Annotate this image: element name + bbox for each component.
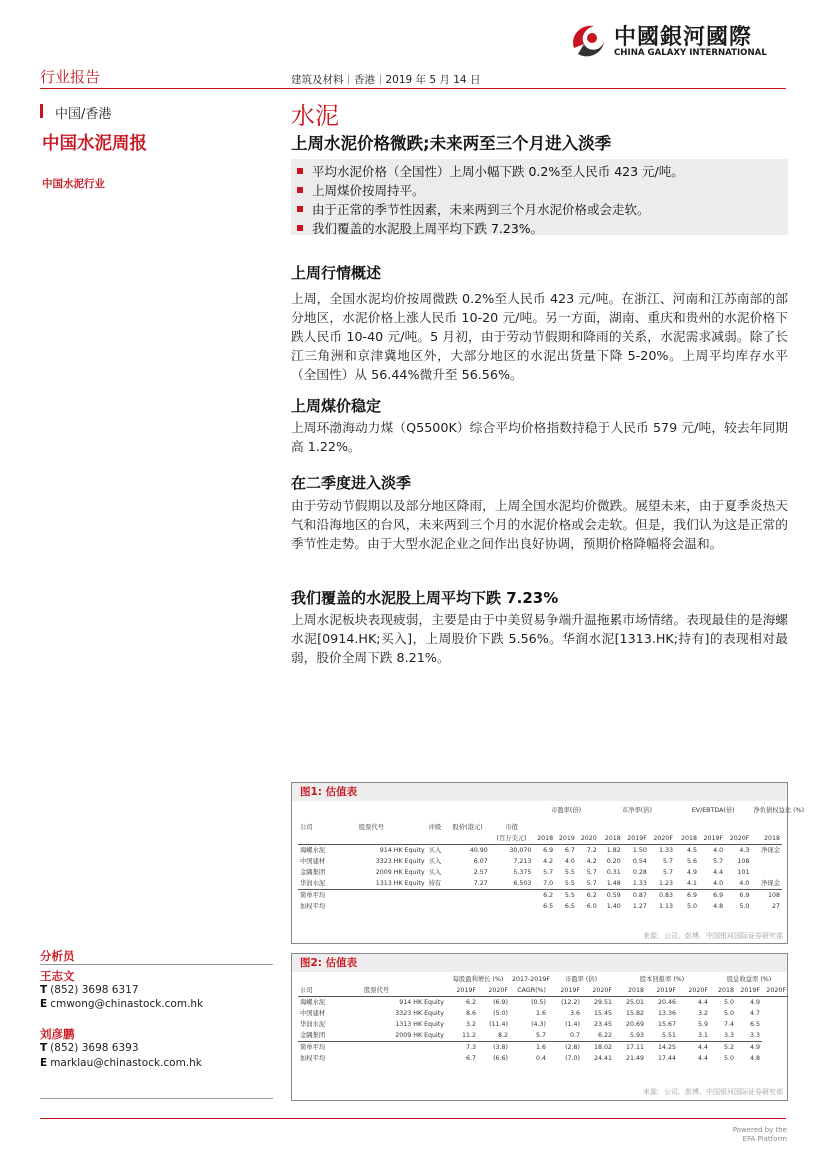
table-cell: 20.46 (657, 999, 677, 1006)
table-cell: 21.49 (625, 1055, 645, 1062)
footer-divider (40, 1118, 786, 1119)
analyst-phone: T (852) 3698 6317 (40, 984, 139, 996)
summary-bullet: 平均水泥价格（全国性）上周小幅下跌 0.2%至人民币 423 元/吨。 (296, 162, 788, 181)
table-cell: 3.2 (698, 1010, 709, 1017)
table-cell (427, 890, 451, 902)
report-type-label: 行业报告 (40, 68, 101, 86)
col-group-header: 2017-2019F (512, 976, 550, 983)
table-cell: 8.6 (465, 1010, 476, 1017)
summary-bullet: 上周煤价按周持平。 (296, 181, 788, 200)
table-cell: 6.5 (564, 903, 575, 910)
table-cell: 6.9 (543, 847, 554, 854)
table-cell: 5.5 (564, 880, 575, 887)
col-header: 2020 (577, 833, 599, 845)
table-row (298, 856, 782, 867)
table-cell: 7.2 (586, 847, 597, 854)
table-cell: 6,503 (513, 880, 532, 887)
table-cell: 24.41 (593, 1055, 613, 1062)
analyst-heading: 分析员 (40, 949, 75, 963)
table-cell: 0.4 (535, 1055, 546, 1062)
table-cell: 13.36 (657, 1010, 677, 1017)
table-cell: 4.2 (543, 858, 554, 865)
col-group-header: 市盈率 (倍) (564, 976, 598, 983)
table-cell: 3.6 (569, 1010, 580, 1017)
table-cell: 5.0 (724, 999, 735, 1006)
table-cell: 29.51 (593, 999, 613, 1006)
table-cell: 5.7 (663, 869, 674, 876)
column-header-row (298, 833, 782, 845)
table-cell: 海螺水泥 (300, 999, 326, 1006)
table-cell: 18.02 (582, 1042, 614, 1054)
section-heading: 上周煤价稳定 (291, 397, 382, 415)
table-cell: 6.9 (725, 890, 751, 902)
valuation-grid-1 (298, 805, 805, 912)
col-header: 2019F (548, 985, 582, 997)
table-cell: 27 (771, 903, 780, 910)
col-header: 股价(港元) (452, 824, 483, 831)
table-cell: 30,070 (509, 847, 532, 854)
table-cell (362, 1042, 446, 1054)
table-cell: 5.0 (687, 903, 698, 910)
table-cell: 4.7 (750, 1010, 761, 1017)
table-cell: 5.5 (564, 869, 575, 876)
table-cell: 华润水泥 (300, 1021, 326, 1028)
table-cell: 4.5 (687, 847, 698, 854)
table-cell: 买入 (428, 858, 442, 865)
table-row (298, 1008, 788, 1019)
table-cell: 0.87 (623, 890, 649, 902)
table-cell: 6.2 (533, 890, 555, 902)
table-cell: 4.9 (750, 999, 761, 1006)
table-cell: 海螺水泥 (300, 847, 326, 854)
table-cell: 0.20 (606, 858, 621, 865)
table-cell: 6.22 (597, 1032, 613, 1039)
table-cell: 7.27 (473, 880, 488, 887)
table-cell: 5.7 (586, 880, 597, 887)
table-cell: 持有 (428, 880, 442, 887)
table-row (298, 878, 782, 890)
table-cell: 5.7 (586, 869, 597, 876)
table-cell: 23.45 (593, 1021, 613, 1028)
table-cell: 1.6 (510, 1042, 548, 1054)
table-cell: 5.7 (713, 858, 724, 865)
powered-by: Powered by the EFA Platform (732, 1126, 787, 1143)
table-cell: 4.4 (713, 869, 724, 876)
table-cell: 101 (737, 869, 750, 876)
table-cell: (6.6) (493, 1055, 508, 1062)
table-cell: 1.82 (606, 847, 621, 854)
table-cell: 11.2 (461, 1032, 476, 1039)
analyst-name: 刘彦鹏 (40, 1027, 75, 1041)
table-cell: 1313 HK Equity (375, 880, 425, 887)
summary-bullet: 由于正常的季节性因素，未来两到三个月水泥价格或会走软。 (296, 200, 788, 219)
table-cell: 15.45 (593, 1010, 613, 1017)
table-cell: 1.27 (632, 903, 647, 910)
table-cell: 8.2 (497, 1032, 508, 1039)
col-header: 公司 (300, 824, 313, 831)
table-cell: 1.50 (632, 847, 647, 854)
table-cell: 0.59 (599, 890, 623, 902)
table-cell: 0.7 (569, 1032, 580, 1039)
table-cell: 6.5 (750, 1021, 761, 1028)
location: 中国/香港 (55, 107, 112, 122)
table-cell: (11.4) (489, 1021, 508, 1028)
table-row (298, 1030, 788, 1042)
col-group-header: 每股盈利增长 (%) (452, 976, 504, 983)
analyst-divider (40, 1098, 273, 1099)
table-cell: 1.48 (606, 880, 621, 887)
summary-box (291, 159, 788, 235)
col-header: 2018 (599, 833, 623, 845)
section-paragraph: 上周，全国水泥均价按周微跌 0.2%至人民币 423 元/吨。在浙江、河南和江苏南部的部分地区，水泥价格上涨人民币 10-20 元/吨。另一方面，湖南、重庆和贵州的水泥价格下跌人民币 10-40 元/吨。5 月初，由于劳动节假期和降雨的关系，水泥需求减弱。除了长江三角洲和京津冀地区外，大部分地区的水泥出货量下降 5-20%。上周平均库存水平（全国性）从 56.44%微升至 56.56%。 (291, 291, 788, 382)
table-cell: 金隅集团 (300, 1032, 326, 1039)
report-meta: 建筑及材料｜香港｜2019 年 5 月 14 日 (291, 74, 481, 86)
table-cell: 净现金 (761, 847, 780, 854)
table-cell: 17.44 (657, 1055, 677, 1062)
col-header: 2020F (725, 833, 751, 845)
table-cell: 2009 HK Equity (395, 1032, 444, 1039)
table-cell: (0.5) (531, 999, 546, 1006)
table-cell: 0.83 (649, 890, 675, 902)
valuation-table-2 (291, 953, 788, 1101)
table-cell: 7.3 (446, 1042, 478, 1054)
column-header-row (298, 985, 788, 997)
table-cell: 6.9 (675, 890, 699, 902)
table-cell: 5.6 (687, 858, 698, 865)
table-cell: 4.8 (750, 1055, 761, 1062)
col-header: 2018 (675, 833, 699, 845)
analyst-divider (40, 964, 273, 965)
col-header: 2018 (614, 985, 646, 997)
table-cell: 4.4 (698, 999, 709, 1006)
table-cell: 6.7 (465, 1055, 476, 1062)
table-cell: 5.2 (710, 1042, 736, 1054)
table-row (298, 997, 788, 1009)
table-cell: 净现金 (761, 880, 780, 887)
col-group-header: 净负债权益比 (%) (753, 807, 805, 814)
table-cell: 914 HK Equity (399, 999, 444, 1006)
table-cell: (2.8) (548, 1042, 582, 1054)
col-group-header: EV/EBTDA(倍) (691, 807, 735, 814)
col-header: 股票代号 (358, 824, 385, 831)
location-marker (40, 104, 43, 118)
table-cell: 4.4 (698, 1055, 709, 1062)
table-cell: 加权平均 (300, 903, 326, 910)
table-row (298, 845, 782, 857)
col-header: 2018 (751, 833, 782, 845)
table-cell: (12.2) (561, 999, 580, 1006)
summary-bullet: 我们覆盖的水泥股上周平均下跌 7.23%。 (296, 219, 788, 238)
table-cell: 108 (737, 858, 750, 865)
table-cell: 5.0 (739, 903, 750, 910)
col-header: 2020F (582, 985, 614, 997)
company-logo (566, 18, 788, 64)
table-cell: 4.2 (586, 858, 597, 865)
analyst-email[interactable]: E cmwong@chinastock.com.hk (40, 998, 204, 1010)
table-cell: (1.4) (565, 1021, 580, 1028)
analyst-name: 王志文 (40, 969, 75, 983)
table-cell: 15.67 (657, 1021, 677, 1028)
section-paragraph: 上周环渤海动力煤（Q5500K）综合平均价格指数持稳于人民币 579 元/吨，较去年同期高 1.22%。 (291, 420, 788, 454)
table-cell: 5.9 (698, 1021, 709, 1028)
col-header: 2020F (762, 985, 788, 997)
table-cell: 中国建材 (300, 858, 326, 865)
table-cell (362, 1053, 446, 1064)
table-cell: 4.0 (564, 858, 575, 865)
table-cell: 1.6 (535, 1010, 546, 1017)
table-cell: (4.3) (531, 1021, 546, 1028)
group-header-row (298, 805, 782, 816)
table-cell: 3323 HK Equity (375, 858, 425, 865)
table-row (298, 867, 782, 878)
table-cell: 17.11 (614, 1042, 646, 1054)
table-cell: 25.01 (625, 999, 645, 1006)
analyst-phone: T (852) 3698 6393 (40, 1042, 139, 1054)
figure-title: 图2: 估值表 (292, 954, 787, 972)
table-cell: (3.8) (478, 1042, 510, 1054)
table-cell: (6.9) (493, 999, 508, 1006)
table-cell: 914 HK Equity (379, 847, 425, 854)
col-header: 2019 (555, 833, 577, 845)
table-cell: 5.93 (629, 1032, 645, 1039)
col-header: 市值 (505, 824, 518, 831)
table-cell: 6.2 (577, 890, 599, 902)
section-heading: 上周行情概述 (291, 264, 382, 282)
header-divider (40, 88, 786, 89)
logo-english-text: CHINA GALAXY INTERNATIONAL (614, 48, 767, 58)
table-cell: 7.0 (543, 880, 554, 887)
table-row (298, 1019, 788, 1030)
table-cell: 2009 HK Equity (375, 869, 425, 876)
table-cell (451, 890, 490, 902)
table-cell: 4.9 (687, 869, 698, 876)
table-cell: 6.7 (564, 847, 575, 854)
table-cell: 1.33 (632, 880, 647, 887)
logo-chinese-text: 中國銀河國際 (614, 25, 753, 50)
table-cell (427, 901, 451, 912)
table-cell: 华润水泥 (300, 880, 326, 887)
figure-title: 图1: 估值表 (292, 783, 787, 801)
table-cell: 5.5 (555, 890, 577, 902)
table-row (298, 890, 782, 902)
table-cell: 20.69 (625, 1021, 645, 1028)
page-subtitle: 上周水泥价格微跌;未来两至三个月进入淡季 (291, 134, 612, 153)
table-cell (490, 901, 534, 912)
table-cell: 7,213 (513, 858, 532, 865)
col-header: 评级 (428, 824, 442, 831)
col-header: 2019F (736, 985, 762, 997)
table-cell: 4.1 (687, 880, 698, 887)
table-cell: 5.51 (661, 1032, 677, 1039)
table-cell: 3.2 (465, 1021, 476, 1028)
table-cell: 6.0 (586, 903, 597, 910)
table-cell: 6.07 (473, 858, 488, 865)
table-cell: 5.0 (724, 1055, 735, 1062)
table-cell: 1.33 (659, 847, 674, 854)
table-cell: 4.0 (739, 880, 750, 887)
table-source: 来源：公司、彭博、中国银河国际证券研究部 (643, 1088, 783, 1096)
table-cell: 6.5 (543, 903, 554, 910)
col-header: 股票代号 (362, 985, 446, 997)
table-cell: 中国建材 (300, 1010, 326, 1017)
table-cell: 6.2 (465, 999, 476, 1006)
group-header-row (298, 974, 788, 985)
table-row (298, 1042, 788, 1054)
col-header: 2019F (646, 985, 678, 997)
table-cell: 1.23 (659, 880, 674, 887)
table-cell: 5.7 (535, 1032, 546, 1039)
table-row (298, 1053, 788, 1064)
table-cell: 4.9 (736, 1042, 762, 1054)
table-cell: 15.82 (625, 1010, 645, 1017)
table-cell: 5,375 (513, 869, 532, 876)
table-cell: 5.0 (724, 1010, 735, 1017)
report-title: 中国水泥周报 (42, 134, 147, 154)
col-header: 2019F (446, 985, 478, 997)
table-cell: 0.31 (606, 869, 621, 876)
table-cell: 买入 (428, 869, 442, 876)
table-cell: 7.4 (724, 1021, 735, 1028)
col-header: 2018 (710, 985, 736, 997)
table-cell: 4.0 (713, 847, 724, 854)
table-cell: 简单平均 (298, 1042, 362, 1054)
table-cell: (7.0) (565, 1055, 580, 1062)
table-cell: 5.7 (663, 858, 674, 865)
table-row (298, 901, 782, 912)
table-cell: 1.13 (659, 903, 674, 910)
col-header: 2020F (649, 833, 675, 845)
table-cell: 3323 HK Equity (395, 1010, 444, 1017)
col-header: CAGR(%) (510, 985, 548, 997)
col-header: 公司 (298, 985, 362, 997)
table-cell: 0.54 (632, 858, 647, 865)
col-header: 2020F (478, 985, 510, 997)
table-cell (357, 901, 427, 912)
table-cell: 2.57 (473, 869, 488, 876)
galaxy-swirl-icon (566, 18, 610, 62)
col-group-header: 股息收益率 (%) (726, 976, 772, 983)
table-cell: 5.7 (543, 869, 554, 876)
table-cell: 买入 (428, 847, 442, 854)
table-cell: 1313 HK Equity (395, 1021, 444, 1028)
col-header: 2020F (678, 985, 710, 997)
table-cell: 4.3 (739, 847, 750, 854)
table-cell: 3.3 (724, 1032, 735, 1039)
section-paragraph: 由于劳动节假期以及部分地区降雨，上周全国水泥均价微跌。展望未来，由于夏季炎热天气和沿海地区的台风，未来两到三个月的水泥价格或会走软。但是，我们认为这是正常的季节性走势。由于大型水泥企业之间作出良好协调，预期价格降幅将会温和。 (291, 498, 788, 551)
section-heading: 在二季度进入淡季 (291, 474, 412, 492)
table-cell: 简单平均 (298, 890, 357, 902)
table-cell: 4.0 (713, 880, 724, 887)
col-group-header: 市净率(倍) (621, 807, 652, 814)
table-cell: 108 (751, 890, 782, 902)
table-cell: 1.40 (606, 903, 621, 910)
column-header-row (298, 822, 782, 833)
section-heading: 我们覆盖的水泥股上周平均下跌 7.23% (291, 589, 559, 607)
col-group-header: 股本回报率 (%) (639, 976, 685, 983)
col-header: 2018 (533, 833, 555, 845)
table-cell (451, 901, 490, 912)
table-cell: 加权平均 (300, 1055, 326, 1062)
analyst-email[interactable]: E marklau@chinastock.com.hk (40, 1057, 202, 1069)
table-cell: 6.9 (699, 890, 725, 902)
table-cell: 0.28 (632, 869, 647, 876)
table-cell: 3.3 (750, 1032, 761, 1039)
table-cell: 金隅集团 (300, 869, 326, 876)
col-header: 2019F (699, 833, 725, 845)
table-source: 来源：公司、彭博、中国银河国际证券研究部 (643, 932, 783, 940)
valuation-table-1 (291, 782, 805, 944)
page-title: 水泥 (291, 102, 339, 130)
table-cell: 4.4 (678, 1042, 710, 1054)
sector-label: 中国水泥行业 (42, 178, 105, 190)
col-header: (百万美元) (490, 833, 534, 845)
table-cell: 4.8 (713, 903, 724, 910)
table-cell: 40.90 (469, 847, 488, 854)
table-cell: 14.25 (646, 1042, 678, 1054)
table-cell: (5.0) (493, 1010, 508, 1017)
col-header: 2019F (623, 833, 649, 845)
table-cell: 3.1 (698, 1032, 709, 1039)
valuation-grid-2 (298, 974, 788, 1064)
col-group-header: 市盈率(倍) (551, 807, 582, 814)
table-cell (490, 890, 534, 902)
section-paragraph: 上周水泥板块表现疲弱，主要是由于中美贸易争端升温拖累市场情绪。表现最佳的是海螺水泥[0914.HK;买入]，上周股价下跌 5.56%。华润水泥[1313.HK;持有]的表现相对最弱，股价全周下跌 8.21%。 (291, 612, 788, 665)
table-cell (357, 890, 427, 902)
